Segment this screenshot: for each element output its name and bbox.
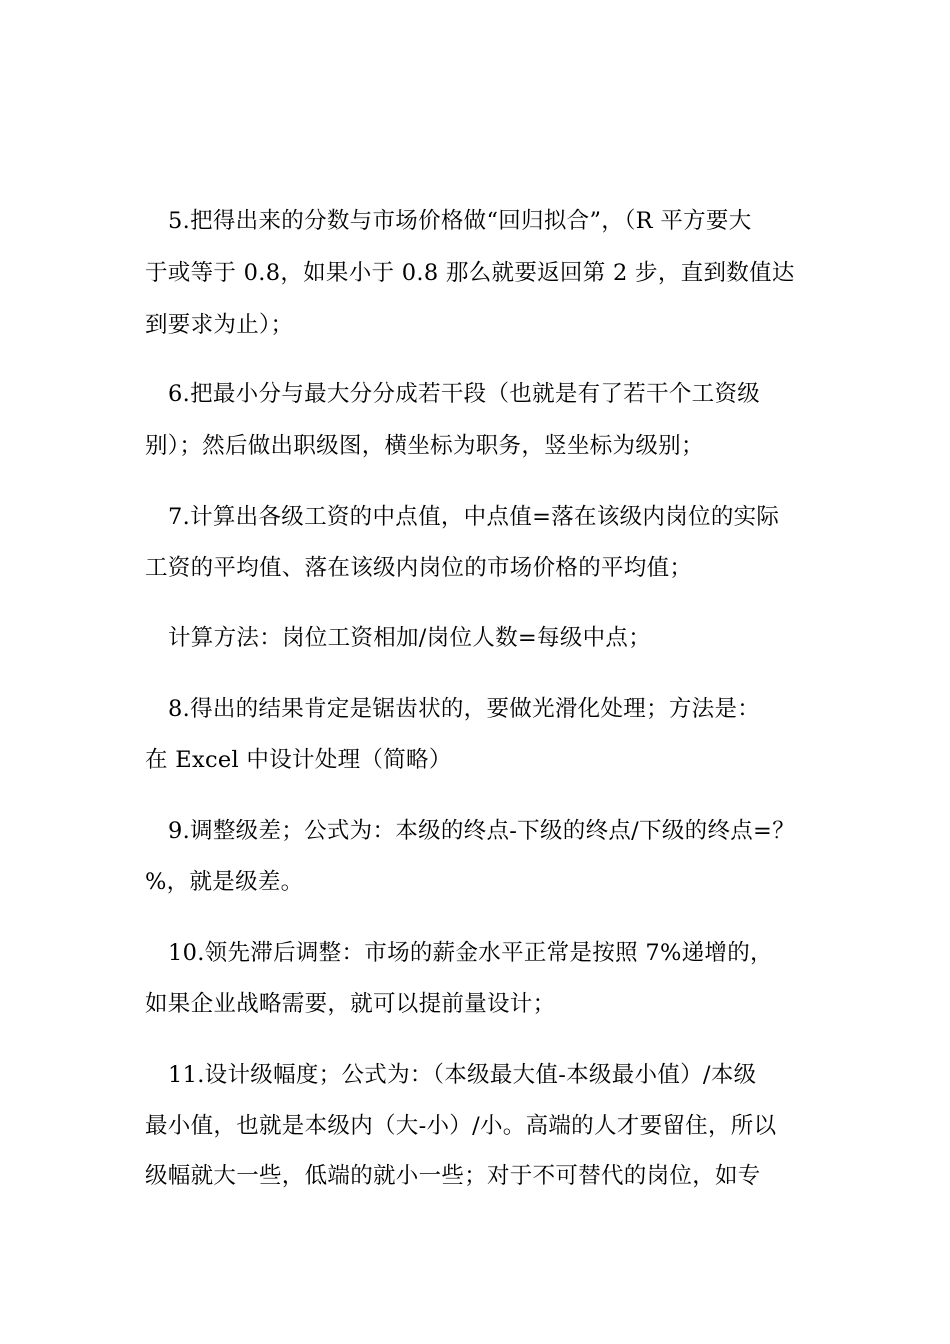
text-line: 到要求为止）； [145,312,294,338]
text-line: 9.调整级差；公式为：本级的终点-下级的终点/下级的终点=？ [168,818,796,844]
text-line: 10.领先滞后调整：市场的薪金水平正常是按照 7%递增的， [168,940,773,966]
text-line: 级幅就大一些，低端的就小一些；对于不可替代的岗位，如专 [145,1163,761,1189]
text-line: 6.把最小分与最大分分成若干段（也就是有了若干个工资级 [168,381,761,407]
text-line: %，就是级差。 [145,869,304,895]
text-line: 别）；然后做出职级图，横坐标为职务，竖坐标为级别； [145,433,704,459]
text-line: 最小值，也就是本级内（大-小）/小。高端的人才要留住，所以 [145,1113,777,1139]
text-line: 5.把得出来的分数与市场价格做“回归拟合”，（R 平方要大 [168,208,752,234]
text-line: 11.设计级幅度；公式为：（本级最大值-本级最小值）/本级 [168,1062,757,1088]
text-line: 工资的平均值、落在该级内岗位的市场价格的平均值； [145,555,693,581]
text-line: 在 Excel 中设计处理（简略） [145,747,452,773]
text-line: 7.计算出各级工资的中点值，中点值=落在该级内岗位的实际 [168,504,780,530]
text-line: 如果企业战略需要，就可以提前量设计； [145,991,556,1017]
text-line: 8.得出的结果肯定是锯齿状的，要做光滑化处理；方法是： [168,696,761,722]
text-line: 于或等于 0.8，如果小于 0.8 那么就要返回第 2 步，直到数值达 [145,260,795,286]
text-line: 计算方法：岗位工资相加/岗位人数=每级中点； [168,625,652,651]
